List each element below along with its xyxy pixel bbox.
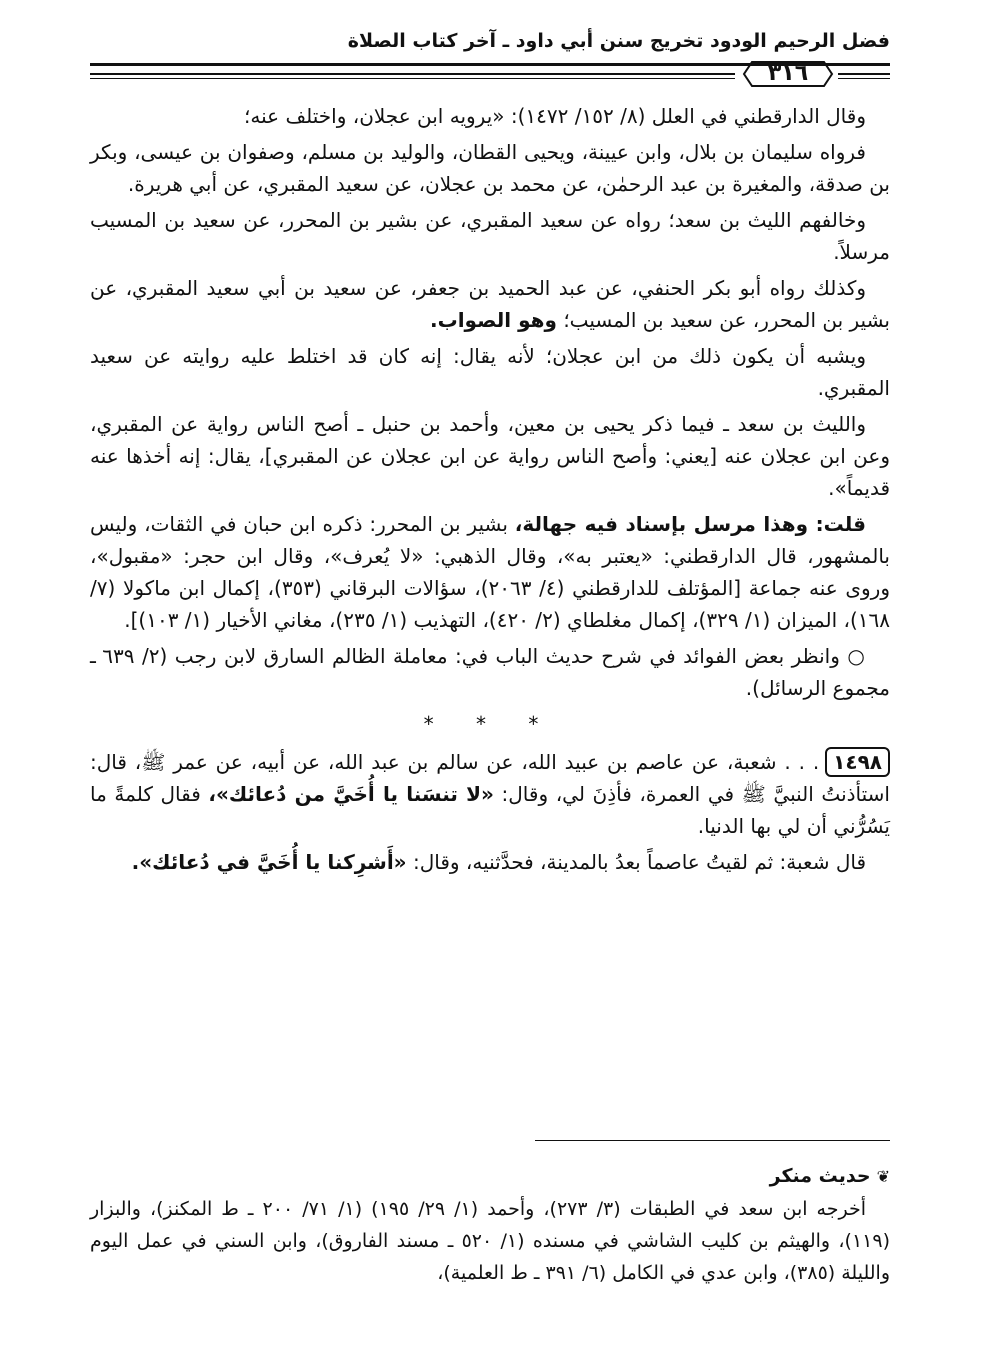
- header-rule-left: [90, 73, 735, 75]
- paragraph-text: قال شعبة: ثم لقيتُ عاصماً بعدُ بالمدينة، فحدَّثنيه، وقال:: [412, 850, 866, 874]
- paragraph: [90, 846, 890, 878]
- footnote-separator: [535, 1140, 890, 1141]
- page-number: ٣١٦: [767, 61, 809, 86]
- running-title: فضل الرحيم الودود تخريج سنن أبي داود ـ آخر كتاب الصلاة: [347, 30, 890, 52]
- hadith-text: . . . شعبة، عن عاصم بن عبيد الله، عن سالم بن عبد الله، عن أبيه، عن عمر ﷺ، قال: استأذنتُ النبيَّ ﷺ في العمرة، فأذِنَ لي، وقال:: [90, 750, 890, 806]
- paragraph: وخالفهم الليث بن سعد؛ رواه عن سعيد المقبري، عن بشير بن المحرر، عن سعيد بن المسيب مرسلاً.: [90, 208, 890, 264]
- page-header: [90, 30, 890, 90]
- paragraph: والليث بن سعد ـ فيما ذكر يحيى بن معين، وأحمد بن حنبل ـ أصح الناس رواية عن المقبري، وعن ابن عجلان عنه [يعني: وأصح الناس رواية عن ابن عجلان عن المقبري]، يقال: إنه أخذها عنه قديماً».: [90, 412, 890, 500]
- emphasis-text: «لا تنسَنا يا أُخَيَّ من دُعائك»،: [208, 782, 494, 806]
- paragraph: فرواه سليمان بن بلال، وابن عيينة، ويحيى القطان، والوليد بن مسلم، وصفوان بن عيسى، وبكر بن صدقة، والمغيرة بن عبد الرحمٰن، عن محمد بن عجلان، عن سعيد المقبري، عن أبي هريرة.: [90, 140, 890, 196]
- page-number-frame: [742, 60, 834, 88]
- paragraph: وقال الدارقطني في العلل (٨/ ١٥٢/ ١٤٧٢): «يرويه ابن عجلان، واختلف عنه؛: [244, 104, 866, 128]
- leaf-ornament-icon: ❦: [876, 1167, 890, 1186]
- header-rule-left-thin: [90, 78, 735, 79]
- footnote-heading: [90, 1160, 890, 1193]
- hadith-number-badge: ١٤٩٨: [825, 747, 890, 777]
- paragraph-text: وكذلك رواه أبو بكر الحنفي، عن عبد الحميد بن جعفر، عن سعيد بن أبي سعيد المقبري، عن بشير بن المحرر، عن سعيد بن المسيب؛: [90, 276, 890, 332]
- paragraph: ويشبه أن يكون ذلك من ابن عجلان؛ لأنه يقال: إنه كان قد اختلط عليه روايته عن سعيد المقبري.: [90, 344, 890, 400]
- paragraph: [90, 508, 890, 636]
- footnotes: [90, 1160, 890, 1289]
- emphasis-text: قلت: وهذا مرسل بإسناد فيه جهالة،: [514, 512, 867, 536]
- section-separator: * * *: [423, 712, 557, 736]
- hadith-text: فقال كلمةً ما يَسُرُّني أن لي بها الدنيا.: [90, 782, 890, 838]
- header-rule-right: [838, 73, 890, 75]
- emphasis-text: «أَشرِكنا يا أُخَيَّ في دُعائك».: [131, 850, 407, 874]
- hadith-paragraph: [90, 746, 890, 842]
- footnote-text: أخرجه ابن سعد في الطبقات (٣/ ٢٧٣)، وأحمد (١/ ٢٩/ ١٩٥) (١/ ٧١/ ٢٠٠ ـ ط المكنز)، والبزار (١١٩)، والهيثم بن كليب الشاشي في مسنده (١/ ٥٢٠ ـ مسند الفاروق)، وابن السني في عمل اليوم والليلة (٣٨٥)، وابن عدي في الكامل (٦/ ٣٩١ ـ ط العلمية)،: [90, 1198, 890, 1284]
- main-text: [90, 100, 890, 882]
- footnote-heading-text: حديث منكر: [769, 1165, 871, 1187]
- paragraph: [90, 272, 890, 336]
- paragraph-text: بشير بن المحرر: ذكره ابن حبان في الثقات، وليس بالمشهور، قال الدارقطني: «يعتبر به»، وقال الذهبي: «لا يُعرف»، وقال ابن حجر: «مقبول»، وروى عنه جماعة [المؤتلف للدارقطني (٤/ ٢٠٦٣)، سؤالات البرقاني (٣٥٣)، إكمال ابن ماكولا (٧/ ١٦٨)، الميزان (١/ ٣٢٩)، إكمال مغلطاي (٢/ ٤٢٠)، التهذيب (١/ ٢٣٥)، مغاني الأخيار (١/ ١٠٣)].: [90, 512, 890, 632]
- paragraph: ○ وانظر بعض الفوائد في شرح حديث الباب في: معاملة الظالم السارق لابن رجب (٢/ ٦٣٩ ـ مجموع الرسائل).: [90, 644, 890, 700]
- emphasis-text: وهو الصواب.: [430, 308, 557, 332]
- header-rule-right-thin: [838, 78, 890, 79]
